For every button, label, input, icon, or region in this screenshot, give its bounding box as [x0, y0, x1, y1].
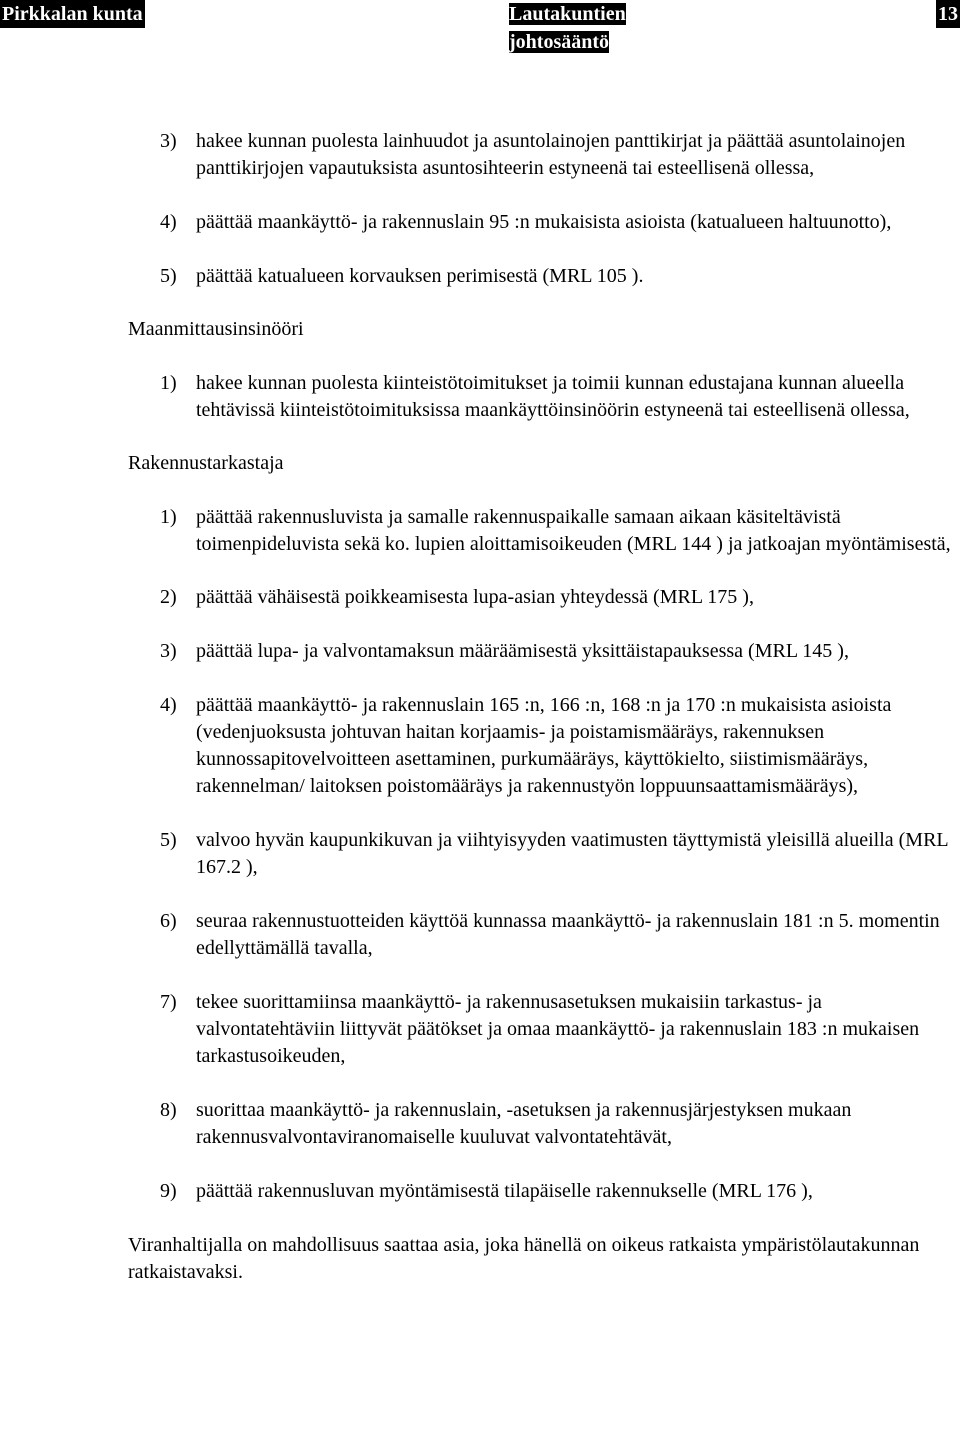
list-item: [160, 692, 960, 800]
list-item: [160, 908, 960, 962]
list-item: [160, 263, 960, 290]
list-item: [160, 209, 960, 236]
list-item-number: 3): [160, 640, 177, 662]
list-item-number: 3): [160, 130, 177, 152]
list-item-text: päättää maankäyttö- ja rakennuslain 95 :n mukaisista asioista (katualueen haltuunotto),: [196, 211, 892, 233]
list-item-text: suorittaa maankäyttö- ja rakennuslain, -asetuksen ja rakennusjärjestyksen mukaan rakennusvalvontaviranomaiselle kuuluvat valvontatehtävät,: [196, 1099, 852, 1148]
closing-paragraph: Viranhaltijalla on mahdollisuus saattaa asia, joka hänellä on oikeus ratkaista ympäristölautakunnan ratkaistavaksi.: [128, 1234, 920, 1283]
list-item-number: 1): [160, 506, 177, 528]
page-number: 13: [936, 0, 960, 28]
list-item: [160, 584, 960, 611]
document-body: [128, 128, 960, 1286]
list-item-number: 7): [160, 991, 177, 1013]
list-item-text: seuraa rakennustuotteiden käyttöä kunnassa maankäyttö- ja rakennuslain 181 :n 5. momentin edellyttämällä tavalla,: [196, 910, 940, 959]
list-item: [160, 128, 960, 182]
list-item-number: 8): [160, 1099, 177, 1121]
list-item-number: 1): [160, 372, 177, 394]
header-title-line2: johtosääntö: [509, 31, 610, 53]
list-item-text: päättää vähäisestä poikkeamisesta lupa-asian yhteydessä (MRL 175 ),: [196, 586, 754, 608]
list-item-text: päättää katualueen korvauksen perimisestä (MRL 105 ).: [196, 265, 644, 287]
section-heading-maanmittausinsinoori: Maanmittausinsinööri: [128, 318, 304, 340]
list-item-text: päättää rakennusluvan myöntämisestä tilapäiselle rakennukselle (MRL 176 ),: [196, 1180, 813, 1202]
list-item-text: päättää lupa- ja valvontamaksun määräämisestä yksittäistapauksessa (MRL 145 ),: [196, 640, 849, 662]
list-item: [160, 370, 960, 424]
header-document-title: [507, 0, 631, 56]
list-item-number: 9): [160, 1180, 177, 1202]
list-item: [160, 504, 960, 558]
list-item-text: hakee kunnan puolesta lainhuudot ja asuntolainojen panttikirjat ja päättää asuntolainojen panttikirjojen vapautuksista asuntosihteerin estyneenä tai esteellisenä ollessa,: [196, 130, 906, 179]
list-item-number: 6): [160, 910, 177, 932]
list-item-number: 4): [160, 211, 177, 233]
list-item-text: hakee kunnan puolesta kiinteistötoimitukset ja toimii kunnan edustajana kunnan alueella tehtävissä kiinteistötoimituksissa maankäyttöinsinöörin estyneenä tai esteellisenä ollessa,: [196, 372, 910, 421]
section-heading-rakennustarkastaja: Rakennustarkastaja: [128, 452, 284, 474]
list-item: [160, 989, 960, 1070]
page-header: [0, 0, 960, 60]
header-municipality: Pirkkalan kunta: [0, 0, 145, 28]
list-item-text: päättää rakennusluvista ja samalle rakennuspaikalle samaan aikaan käsiteltävistä toimenpideluvista sekä ko. lupien aloittamisoikeuden (MRL 144 ) ja jatkoajan myöntämisestä,: [196, 506, 951, 555]
list-item-text: tekee suorittamiinsa maankäyttö- ja rakennusasetuksen mukaisiin tarkastus- ja valvontatehtäviin liittyvät päätökset ja omaa maankäyttö- ja rakennuslain 183 :n mukaisen tarkastusoikeuden,: [196, 991, 920, 1067]
list-item-text: valvoo hyvän kaupunkikuvan ja viihtyisyyden vaatimusten täyttymistä yleisillä alueilla (MRL 167.2 ),: [196, 829, 948, 878]
list-item: [160, 638, 960, 665]
list-item-number: 5): [160, 265, 177, 287]
list-item: [160, 827, 960, 881]
list-item: [160, 1097, 960, 1151]
list-item-number: 2): [160, 586, 177, 608]
header-title-line1: Lautakuntien: [509, 3, 626, 25]
list-item-number: 4): [160, 694, 177, 716]
list-item-text: päättää maankäyttö- ja rakennuslain 165 :n, 166 :n, 168 :n ja 170 :n mukaisista asioista (vedenjuoksusta johtuvan haitan korjaamis- ja poistamismääräys, rakennuksen kunnossapitovelvoitteen asettaminen, purkumääräys, käyttökielto, siistimismääräys, rakennelman/ laitoksen poistomääräys ja rakennustyön loppuunsaattamismääräys),: [196, 694, 892, 797]
list-item: [160, 1178, 960, 1205]
list-item-number: 5): [160, 829, 177, 851]
